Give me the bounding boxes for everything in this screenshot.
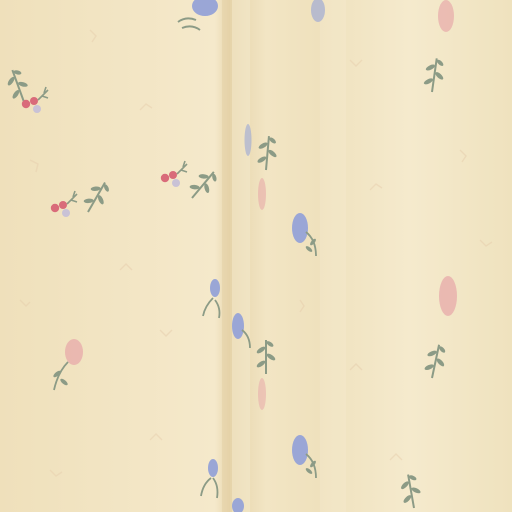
motif-pink-streak-center: [258, 178, 266, 210]
curtain-fold-shadow: [222, 0, 230, 512]
curtain-fold-highlight-2: [320, 0, 346, 512]
curtain-fold-highlight: [232, 0, 250, 512]
motif-pink-streak-center-2: [258, 378, 266, 410]
